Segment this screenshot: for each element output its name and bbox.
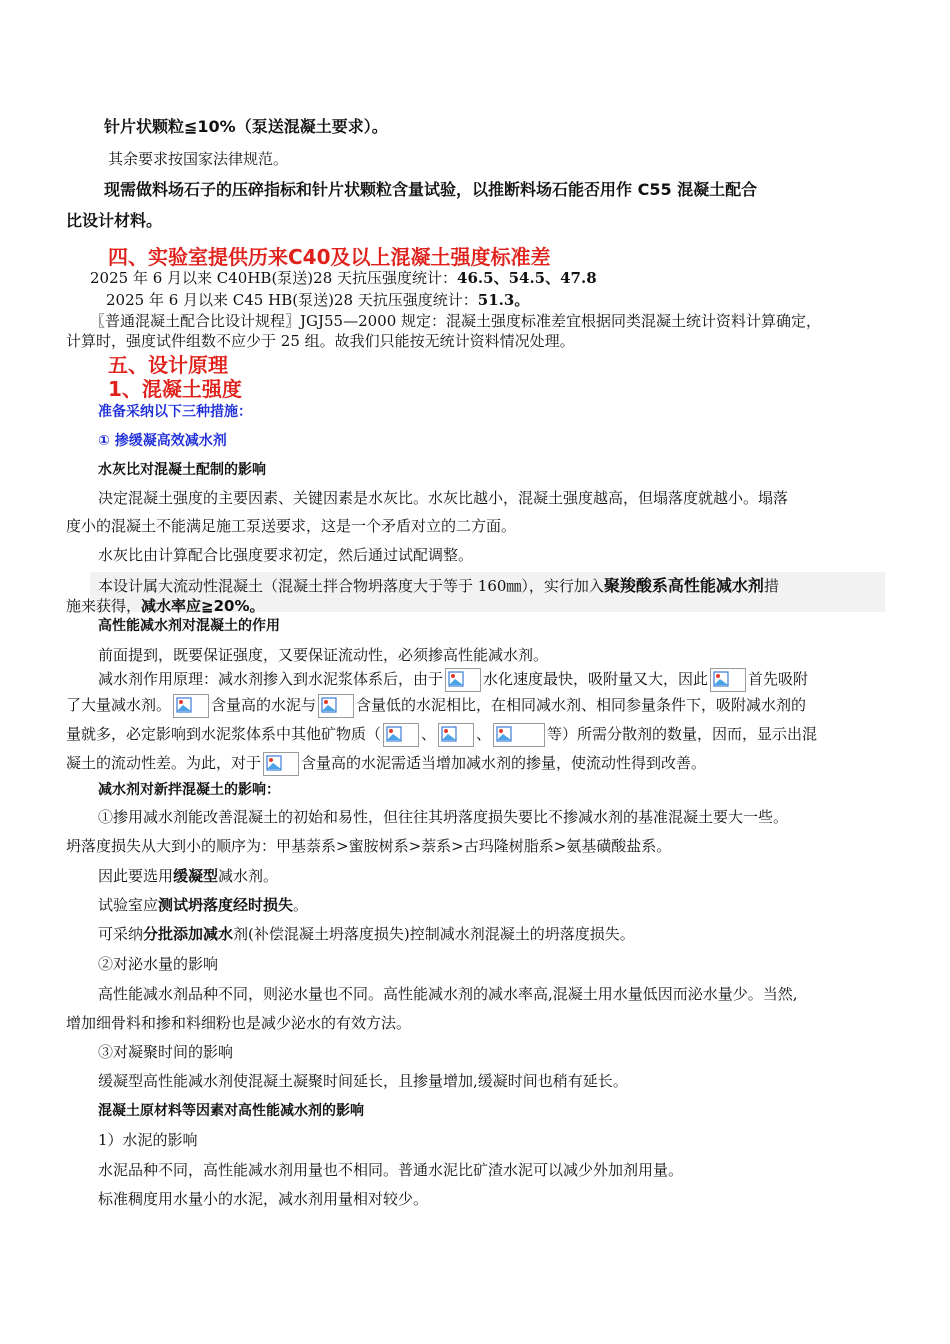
text-span: 试验室应 <box>98 896 159 914</box>
text-line: 计算时，强度试件组数不应少于 25 组。故我们只能按无统计资料情况处理。 <box>66 332 575 350</box>
subsection-heading: 1、混凝土强度 <box>108 377 242 401</box>
text-line: 决定混凝土强度的主要因素、关键因素是水灰比。水灰比越小，混凝土强度越高，但塌落度就越小。塌落 <box>98 489 789 507</box>
text-line: 针片状颗粒≦10%（泵送混凝土要求）。 <box>104 117 388 136</box>
text-line: 水泥品种不同，高性能减水剂用量也不相同。普通水泥比矿渣水泥可以减少外加剂用量。 <box>98 1161 684 1179</box>
text-span: 、 <box>421 725 437 743</box>
text-span: 可采纳 <box>98 925 144 943</box>
section-heading: 四、实验室提供历来C40及以上混凝土强度标准差 <box>108 245 551 269</box>
text-line <box>106 290 529 310</box>
text-line: 其余要求按国家法律规范。 <box>108 150 289 168</box>
text-span: 量就多，必定影响到水泥浆体系中其他矿物质（ <box>66 725 382 743</box>
text-span: 含量高的水泥与 <box>211 696 317 714</box>
text-span: 剂(补偿混凝土坍落度损失)控制减水剂混凝土的坍落度损失。 <box>233 925 635 943</box>
text-line: ③对凝聚时间的影响 <box>98 1043 234 1061</box>
blue-heading: 准备采纳以下三种措施： <box>98 404 252 420</box>
inline-image-placeholder <box>493 723 545 747</box>
bold-term: 分批添加减水 <box>143 925 234 943</box>
text-line: 水灰比由计算配合比强度要求初定，然后通过试配调整。 <box>98 546 474 564</box>
text-span: 2025 年 6 月以来 C45 HB(泵送)28 天抗压强度统计： <box>106 291 478 309</box>
text-line: 1）水泥的影响 <box>98 1131 198 1149</box>
inline-image-placeholder <box>318 694 354 718</box>
text-span: 措 <box>763 577 779 595</box>
bold-heading: 减水剂对新拌混凝土的影响： <box>98 782 280 798</box>
text-span: 水化速度最快，吸附量又大，因此 <box>483 670 709 688</box>
text-span: 凝土的流动性差。为此，对于 <box>66 754 262 772</box>
text-span: 2025 年 6 月以来 C40HB(泵送)28 天抗压强度统计： <box>90 269 458 287</box>
text-span: 首先吸附 <box>748 670 809 688</box>
bold-heading: 水灰比对混凝土配制的影响 <box>98 462 266 478</box>
text-span: 等）所需分散剂的数量，因而，显示出混 <box>547 725 818 743</box>
inline-image-placeholder <box>173 694 209 718</box>
broken-image-icon <box>496 726 512 742</box>
bold-heading: 混凝土原材料等因素对高性能减水剂的影响 <box>98 1103 364 1119</box>
text-line: 现需做料场石子的压碎指标和针片状颗粒含量试验，以推断料场石能否用作 C55 混凝土配合 <box>104 180 758 199</box>
text-line <box>98 866 278 886</box>
bold-values: 46.5、54.5、47.8 <box>457 269 597 287</box>
text-span: 。 <box>293 896 309 914</box>
text-line: 标准稠度用水量小的水泥，减水剂用量相对较少。 <box>98 1190 429 1208</box>
text-span: 减水剂作用原理：减水剂掺入到水泥浆体系后，由于 <box>98 670 444 688</box>
bold-heading: 高性能减水剂对混凝土的作用 <box>98 618 280 634</box>
text-span: 了大量减水剂。 <box>66 696 172 714</box>
section-heading: 五、设计原理 <box>108 353 228 377</box>
bold-term: 测试坍落度经时损失 <box>158 896 294 914</box>
text-line <box>98 666 808 692</box>
broken-image-icon <box>266 755 282 771</box>
broken-image-icon <box>386 726 402 742</box>
text-span: 减水剂。 <box>218 867 279 885</box>
bold-values: 51.3。 <box>477 291 530 309</box>
broken-image-icon <box>448 671 464 687</box>
broken-image-icon <box>713 671 729 687</box>
text-line <box>66 692 806 718</box>
text-span: 含量高的水泥需适当增加减水剂的掺量，使流动性得到改善。 <box>301 754 707 772</box>
text-line: 前面提到，既要保证强度，又要保证流动性，必须掺高性能减水剂。 <box>98 646 549 664</box>
text-line <box>66 721 817 747</box>
text-line: 增加细骨料和掺和料细粉也是减少泌水的有效方法。 <box>66 1014 412 1032</box>
text-line <box>66 596 265 616</box>
text-span: 因此要选用 <box>98 867 174 885</box>
bold-term: 缓凝型 <box>173 867 219 885</box>
text-line: ②对泌水量的影响 <box>98 955 219 973</box>
text-line: 〖普通混凝土配合比设计规程〗JGJ55—2000 规定：混凝土强度标准差宜根据同类混凝土统计资料计算确定， <box>90 312 822 330</box>
text-span: 本设计属大流动性混凝土（混凝土拌合物坍落度大于等于 160㎜），实行加入 <box>98 577 604 595</box>
inline-image-placeholder <box>710 668 746 692</box>
text-line <box>66 750 706 776</box>
text-line: 坍落度损失从大到小的顺序为：甲基萘系>蜜胺树系>萘系>古玛隆树脂系>氨基磺酸盐系。 <box>66 837 672 855</box>
broken-image-icon <box>176 697 192 713</box>
text-line <box>98 924 635 944</box>
inline-image-placeholder <box>438 723 474 747</box>
text-line <box>90 268 597 288</box>
text-span: 含量低的水泥相比，在相同减水剂、相同参量条件下，吸附减水剂的 <box>356 696 807 714</box>
bold-term: 聚羧酸系高性能减水剂 <box>603 576 764 595</box>
text-line: 比设计材料。 <box>66 211 163 230</box>
text-line <box>98 576 779 596</box>
inline-image-placeholder <box>263 752 299 776</box>
text-span: 、 <box>476 725 492 743</box>
text-line <box>98 895 308 915</box>
inline-image-placeholder <box>383 723 419 747</box>
text-span: 施来获得， <box>66 597 142 615</box>
inline-image-placeholder <box>445 668 481 692</box>
text-line: 缓凝型高性能减水剂使混凝土凝聚时间延长，且掺量增加,缓凝时间也稍有延长。 <box>98 1072 628 1090</box>
bold-term: 减水率应≧20%。 <box>141 597 265 615</box>
broken-image-icon <box>441 726 457 742</box>
text-line: 高性能减水剂品种不同，则泌水量也不同。高性能减水剂的减水率高,混凝土用水量低因而泌水量少。当然, <box>98 985 798 1003</box>
text-line: ①掺用减水剂能改善混凝土的初始和易性，但往往其坍落度损失要比不掺减水剂的基准混凝土要大一些。 <box>98 808 789 826</box>
text-line: 度小的混凝土不能满足施工泵送要求，这是一个矛盾对立的二方面。 <box>66 517 517 535</box>
broken-image-icon <box>321 697 337 713</box>
blue-heading: ① 掺缓凝高效减水剂 <box>98 433 227 449</box>
